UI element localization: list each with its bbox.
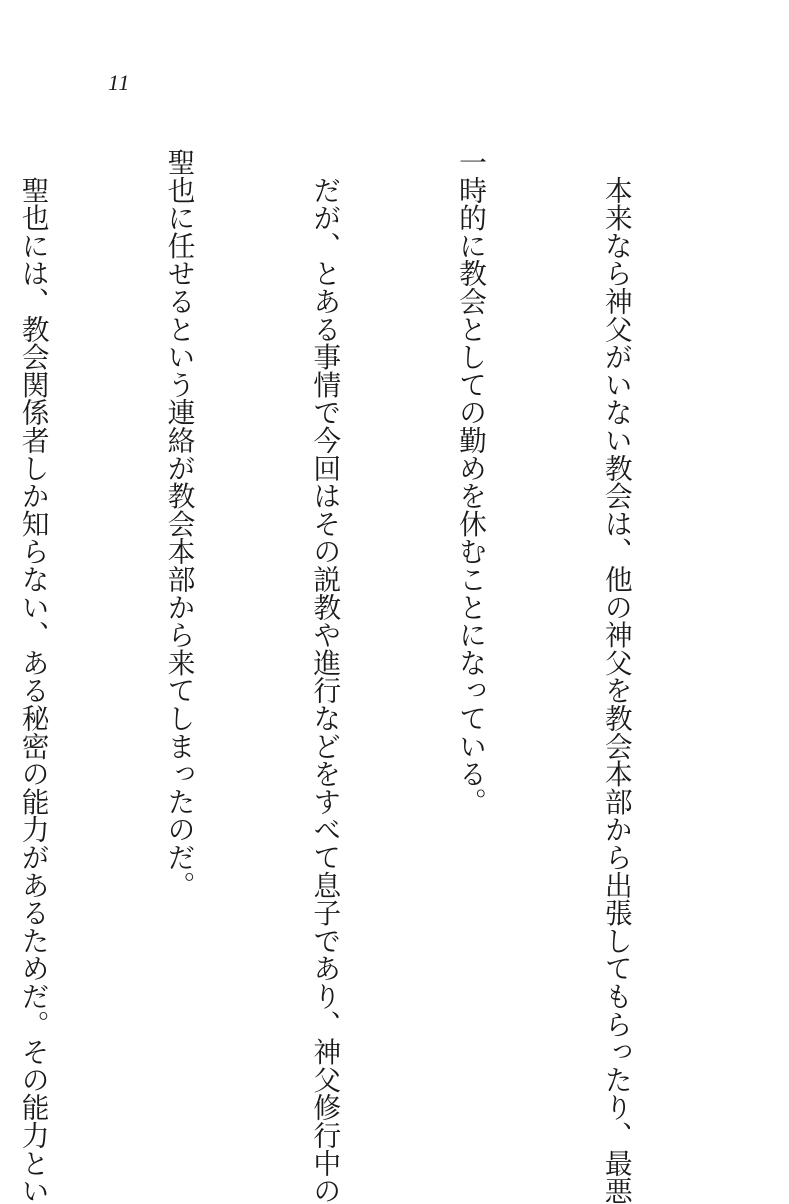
body-text xyxy=(0,148,737,1204)
text-line: 聖也に任せるという連絡が教会本部から来てしまったのだ。 xyxy=(162,148,196,899)
page-number: 11 xyxy=(108,70,131,95)
text-line: 一時的に教会としての勤めを休むことになっている。 xyxy=(454,148,488,816)
text-line: 聖也には、教会関係者しか知らない、ある秘密の能力があるためだ。その能力とい xyxy=(16,148,50,1204)
text-line: だが、とある事情で今回はその説教や進行などをすべて息子であり、神父修行中の xyxy=(308,148,342,1204)
text-line: 本来なら神父がいない教会は、他の神父を教会本部から出張してもらったり、最悪 xyxy=(599,148,633,1204)
